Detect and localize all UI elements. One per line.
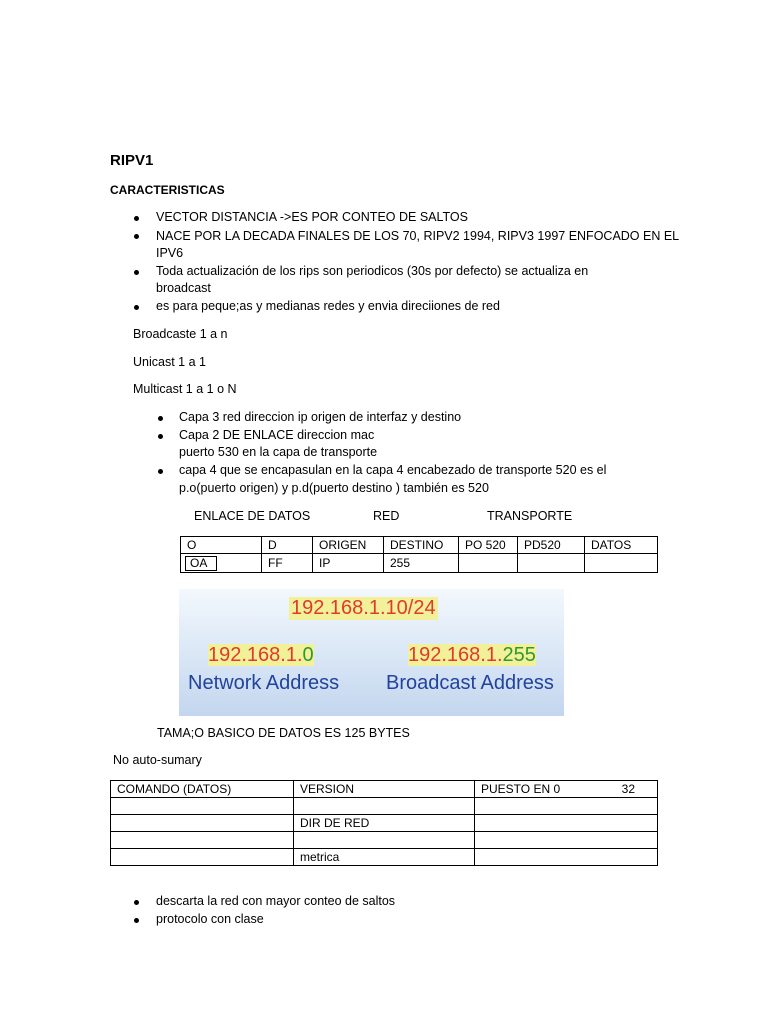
table-cell xyxy=(475,798,658,815)
network-address-label: Network Address xyxy=(188,672,340,694)
packet-table xyxy=(110,780,658,866)
bullet-icon xyxy=(134,270,139,275)
list-item: VECTOR DISTANCIA ->ES POR CONTEO DE SALTOS xyxy=(156,210,468,224)
list-item: capa 4 que se encapasulan en la capa 4 encabezado de transporte 520 es el xyxy=(179,463,607,477)
table-cell: DATOS xyxy=(585,537,658,554)
bullet-icon xyxy=(134,234,139,239)
list-item: protocolo con clase xyxy=(156,912,264,926)
table-cell xyxy=(475,781,658,798)
table-row xyxy=(111,832,658,849)
table-cell xyxy=(111,849,294,866)
layer-header-data-link: ENLACE DE DATOS xyxy=(194,509,311,523)
bullet-icon xyxy=(134,216,139,221)
table-cell xyxy=(181,554,262,573)
table-cell: COMANDO (DATOS) xyxy=(111,781,294,798)
table-cell xyxy=(475,832,658,849)
network-ip xyxy=(208,644,314,667)
section-heading: CARACTERISTICAS xyxy=(110,183,225,197)
list-item-continuation: p.o(puerto origen) y p.d(puerto destino ) también es 520 xyxy=(179,481,489,495)
table-cell: DIR DE RED xyxy=(294,815,475,832)
network-ip-base: 192.168.1. xyxy=(208,644,303,666)
network-ip-host: 0 xyxy=(302,644,314,666)
table-cell: DESTINO xyxy=(384,537,459,554)
broadcast-address-label: Broadcast Address xyxy=(386,672,554,694)
cell-text: PUESTO EN 0 xyxy=(481,782,561,796)
cell-text: 32 xyxy=(621,782,635,796)
table-cell: 255 xyxy=(384,554,459,573)
boxed-value: OA xyxy=(185,556,217,571)
bullet-icon xyxy=(158,416,163,421)
table-cell: PD520 xyxy=(518,537,585,554)
table-row xyxy=(181,537,658,554)
layer-header-transport: TRANSPORTE xyxy=(487,509,573,523)
list-item: NACE POR LA DECADA FINALES DE LOS 70, RIPV2 1994, RIPV3 1997 ENFOCADO EN EL xyxy=(156,229,680,243)
list-item: Capa 3 red direccion ip origen de interfaz y destino xyxy=(179,410,462,424)
table-cell: metrica xyxy=(294,849,475,866)
list-item-continuation: puerto 530 en la capa de transporte xyxy=(179,445,378,459)
layer-header-network: RED xyxy=(373,509,400,523)
table-cell xyxy=(111,798,294,815)
bullet-icon xyxy=(158,434,163,439)
table-cell xyxy=(585,554,658,573)
broadcast-ip xyxy=(408,644,536,667)
bullet-icon xyxy=(134,900,139,905)
packet-size-text: TAMA;O BASICO DE DATOS ES 125 BYTES xyxy=(157,726,410,740)
broadcast-ip-host: 255 xyxy=(502,644,536,666)
cast-multicast: Multicast 1 a 1 o N xyxy=(133,382,237,396)
table-row xyxy=(111,798,658,815)
list-item: descarta la red con mayor conteo de saltos xyxy=(156,894,396,908)
bullet-icon xyxy=(134,305,139,310)
table-cell xyxy=(294,832,475,849)
cast-unicast: Unicast 1 a 1 xyxy=(133,355,206,369)
table-cell: ORIGEN xyxy=(313,537,384,554)
frame-table xyxy=(180,536,658,573)
table-cell: O xyxy=(181,537,262,554)
cidr-address: 192.168.1.10/24 xyxy=(291,597,436,619)
table-cell xyxy=(111,832,294,849)
table-cell xyxy=(518,554,585,573)
list-item: Capa 2 DE ENLACE direccion mac xyxy=(179,428,375,442)
table-row xyxy=(181,554,658,573)
bullet-icon xyxy=(158,469,163,474)
table-cell xyxy=(459,554,518,573)
bullet-icon xyxy=(134,918,139,923)
page-title: RIPV1 xyxy=(110,152,154,169)
list-item: Toda actualización de los rips son periodicos (30s por defecto) se actualiza en xyxy=(156,264,589,278)
list-item-continuation: broadcast xyxy=(156,281,211,295)
table-row xyxy=(111,781,658,798)
list-item-continuation: IPV6 xyxy=(156,246,184,260)
table-cell xyxy=(475,815,658,832)
table-row xyxy=(111,815,658,832)
table-cell: D xyxy=(262,537,313,554)
table-cell: IP xyxy=(313,554,384,573)
network-address-image xyxy=(179,589,564,716)
table-cell xyxy=(294,798,475,815)
list-item: es para peque;as y medianas redes y envia direciiones de red xyxy=(156,299,500,313)
cast-broadcast: Broadcaste 1 a n xyxy=(133,327,228,341)
table-cell: FF xyxy=(262,554,313,573)
table-cell xyxy=(475,849,658,866)
table-cell xyxy=(111,815,294,832)
table-cell: PO 520 xyxy=(459,537,518,554)
table-cell: VERSION xyxy=(294,781,475,798)
broadcast-ip-base: 192.168.1. xyxy=(408,644,503,666)
no-summary-text: No auto-sumary xyxy=(113,753,202,767)
table-row xyxy=(111,849,658,866)
